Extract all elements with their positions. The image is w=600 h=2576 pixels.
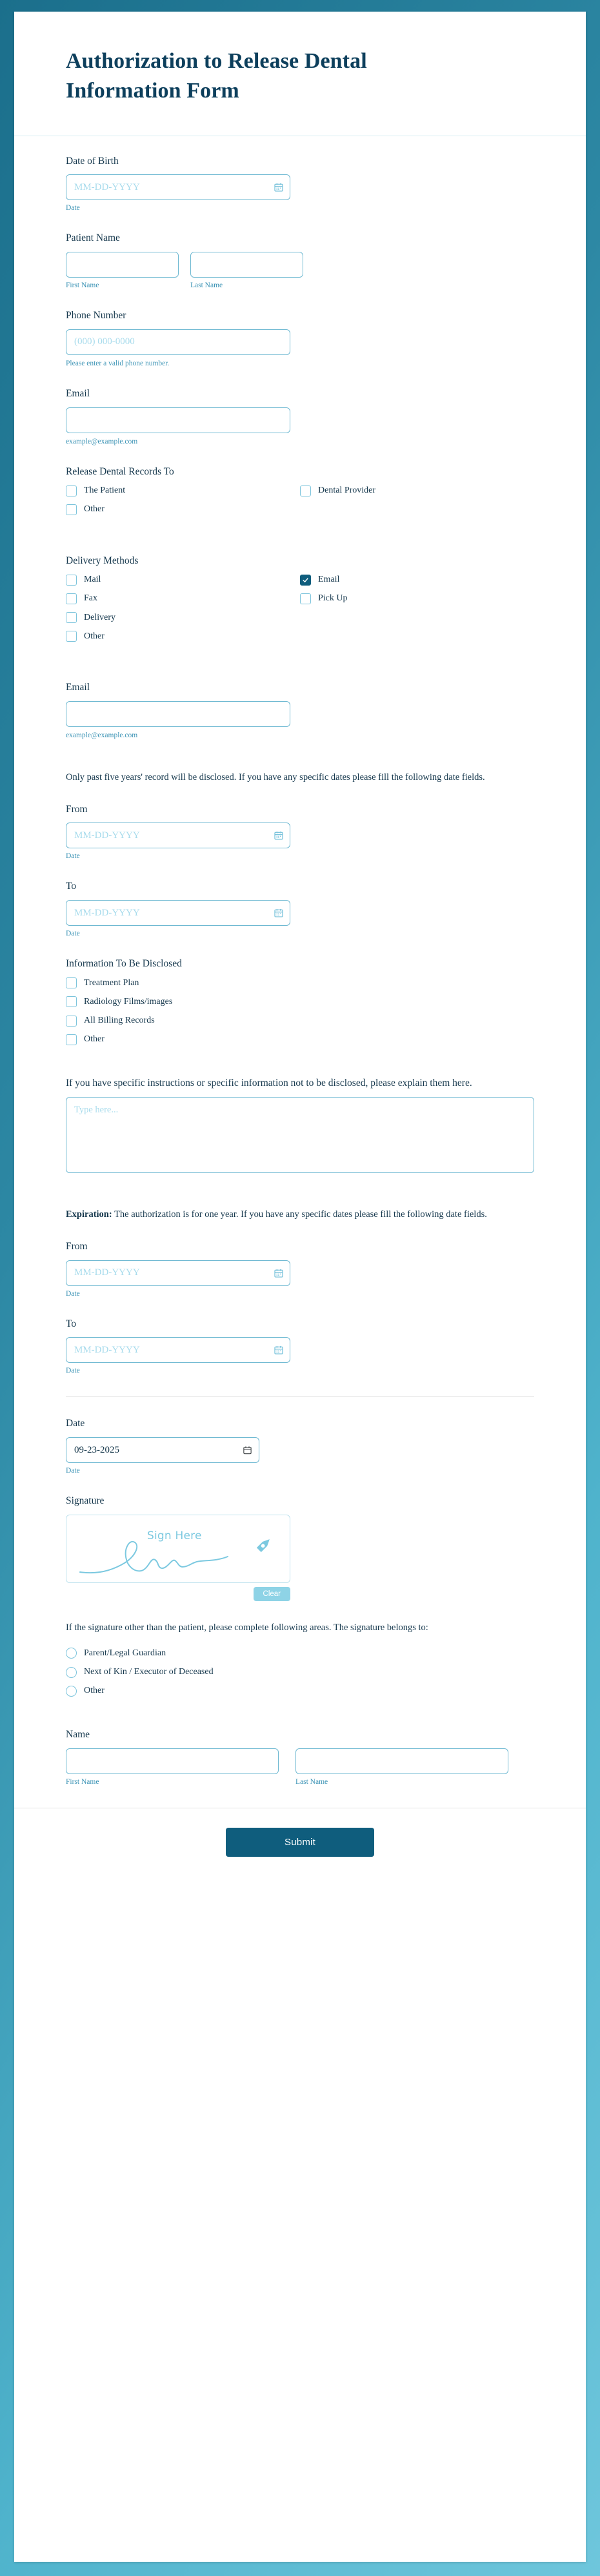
delivery-methods-options (66, 574, 534, 649)
records-from-label: From (66, 803, 88, 815)
email-top-input-wrap (66, 407, 290, 433)
signer-name-row (66, 1748, 534, 1786)
signature-label: Signature (66, 1495, 105, 1507)
checkbox-box-icon (66, 977, 77, 988)
field-records-from (66, 802, 534, 861)
expiration-to-label: To (66, 1318, 77, 1329)
delivery-methods-label: Delivery Methods (66, 555, 139, 566)
patient-last-name-sublabel: Last Name (190, 281, 223, 290)
records-to-label: To (66, 881, 77, 892)
release-records-to-options (66, 485, 534, 522)
field-phone-number (66, 309, 534, 367)
patient-last-name-input[interactable] (190, 252, 303, 278)
delivery-methods-col-left (66, 574, 300, 649)
signer-relation-options (66, 1648, 534, 1697)
field-email-top (66, 387, 534, 445)
checkbox-label: Fax (84, 593, 97, 604)
records-to-input-wrap (66, 900, 290, 926)
radio-other-signer[interactable] (66, 1685, 534, 1697)
checkbox-box-icon (66, 1016, 77, 1027)
signer-last-name-col (295, 1748, 508, 1786)
expiration-from-label: From (66, 1241, 88, 1252)
records-from-input-wrap (66, 823, 290, 848)
checkbox-label: Pick Up (318, 593, 348, 604)
field-information-disclosed (66, 957, 534, 1045)
radio-label: Other (84, 1686, 105, 1696)
expiration-from-sublabel: Date (66, 1289, 80, 1298)
field-expiration-to (66, 1317, 534, 1375)
form-card (14, 12, 586, 2562)
checkbox-email-delivery[interactable] (300, 574, 534, 586)
date-of-birth-sublabel: Date (66, 204, 80, 212)
field-signer-name (66, 1728, 534, 1786)
signer-first-name-col (66, 1748, 279, 1786)
checkbox-label: Delivery (84, 612, 115, 622)
checkbox-radiology-films[interactable] (66, 996, 534, 1008)
email-delivery-label: Email (66, 682, 90, 693)
patient-name-row (66, 252, 534, 289)
checkbox-the-patient[interactable] (66, 485, 300, 496)
clear-signature-button[interactable]: Clear (254, 1587, 290, 1601)
signature-pad[interactable] (66, 1515, 290, 1583)
field-expiration-from (66, 1240, 534, 1298)
expiration-to-input-wrap (66, 1337, 290, 1363)
checkbox-box-icon (66, 612, 77, 623)
checkbox-all-billing-records[interactable] (66, 1015, 534, 1027)
checkbox-dental-provider[interactable] (300, 485, 534, 496)
radio-circle-icon (66, 1648, 77, 1659)
checkbox-treatment-plan[interactable] (66, 977, 534, 989)
radio-next-of-kin[interactable] (66, 1666, 534, 1678)
radio-circle-icon (66, 1686, 77, 1697)
field-delivery-methods (66, 554, 534, 649)
checkbox-mail[interactable] (66, 574, 300, 586)
release-records-col-left (66, 485, 300, 522)
field-records-to (66, 879, 534, 937)
phone-number-hint: Please enter a valid phone number. (66, 359, 170, 367)
patient-first-name-input[interactable] (66, 252, 179, 278)
signer-first-name-sublabel: First Name (66, 1777, 99, 1786)
checkbox-pick-up[interactable] (300, 593, 534, 604)
field-signature (66, 1494, 534, 1598)
checkbox-label: All Billing Records (84, 1016, 155, 1026)
delivery-methods-col-right (300, 574, 534, 649)
checkbox-box-icon (66, 996, 77, 1007)
signed-date-label: Date (66, 1418, 85, 1429)
release-records-col-right (300, 485, 534, 522)
expiration-note-rest: The authorization is for one year. If you have any specific dates please fill the following date fields. (112, 1209, 487, 1220)
date-of-birth-input-wrap (66, 174, 290, 200)
field-date-of-birth (66, 154, 534, 212)
checkbox-label: Email (318, 575, 340, 585)
field-special-instructions (66, 1076, 534, 1176)
checkbox-box-icon (300, 486, 311, 496)
phone-number-input-wrap (66, 329, 290, 355)
phone-number-input[interactable] (66, 329, 290, 355)
radio-circle-icon (66, 1667, 77, 1678)
checkbox-label: Other (84, 504, 105, 515)
submit-button[interactable]: Submit (226, 1828, 374, 1857)
checkbox-other-delivery[interactable] (66, 631, 300, 642)
information-disclosed-label: Information To Be Disclosed (66, 958, 182, 970)
phone-number-label: Phone Number (66, 310, 126, 322)
expiration-from-input[interactable] (66, 1260, 290, 1286)
form-header (14, 12, 586, 136)
page-title: Authorization to Release Dental Information Form (66, 49, 367, 103)
checkbox-box-icon (300, 593, 311, 604)
patient-first-name-sublabel: First Name (66, 281, 99, 290)
email-delivery-input[interactable] (66, 701, 290, 727)
checkbox-label: Dental Provider (318, 486, 376, 496)
email-delivery-input-wrap (66, 701, 290, 727)
field-email-delivery (66, 680, 534, 739)
signer-first-name-input[interactable] (66, 1748, 279, 1774)
checkbox-other-information[interactable] (66, 1034, 534, 1045)
signer-relation-label: If the signature other than the patient, please complete following areas. The signature belongs to: (66, 1622, 428, 1633)
signer-last-name-input[interactable] (295, 1748, 508, 1774)
signature-wrap (66, 1515, 290, 1598)
records-from-sublabel: Date (66, 852, 80, 861)
disclosure-note: Only past five years' record will be disclosed. If you have any specific dates please fill the following date fields. (66, 772, 485, 782)
checkbox-delivery[interactable] (66, 612, 300, 624)
checkbox-fax[interactable] (66, 593, 300, 604)
special-instructions-textarea[interactable] (66, 1097, 534, 1173)
checkbox-label: Radiology Films/images (84, 996, 173, 1007)
checkbox-label: Other (84, 1034, 105, 1045)
expiration-to-sublabel: Date (66, 1367, 80, 1375)
records-to-sublabel: Date (66, 930, 80, 938)
signed-date-input[interactable] (66, 1437, 259, 1463)
email-top-label: Email (66, 387, 90, 399)
checkbox-label: Mail (84, 575, 101, 585)
signed-date-input-wrap (66, 1437, 259, 1463)
checkbox-box-icon (66, 575, 77, 586)
signer-name-label: Name (66, 1729, 90, 1741)
patient-name-label: Patient Name (66, 232, 120, 244)
field-release-records-to (66, 465, 534, 523)
email-delivery-hint: example@example.com (66, 731, 138, 739)
email-top-hint: example@example.com (66, 437, 138, 445)
expiration-from-input-wrap (66, 1260, 290, 1286)
patient-last-name-col (190, 252, 303, 289)
form-body (14, 136, 586, 1786)
expiration-note-bold: Expiration: (66, 1209, 112, 1220)
records-to-input[interactable] (66, 900, 290, 926)
date-of-birth-input[interactable] (66, 174, 290, 200)
checkbox-box-icon (66, 504, 77, 515)
special-instructions-label: If you have specific instructions or specific information not to be disclosed, please explain them here. (66, 1078, 472, 1089)
checkbox-label: Treatment Plan (84, 977, 139, 988)
checkbox-box-icon (300, 575, 311, 586)
checkbox-label: Other (84, 631, 105, 641)
checkbox-box-icon (66, 631, 77, 642)
signature-stroke-icon (78, 1537, 239, 1577)
checkbox-box-icon (66, 593, 77, 604)
field-patient-name (66, 231, 534, 289)
checkbox-other-release[interactable] (66, 504, 300, 515)
expiration-note (66, 1207, 511, 1223)
release-records-to-label: Release Dental Records To (66, 465, 174, 477)
checkbox-box-icon (66, 486, 77, 496)
form-footer (14, 1808, 586, 1883)
field-signer-relation (66, 1620, 534, 1697)
signed-date-sublabel: Date (66, 1467, 80, 1475)
records-from-input[interactable] (66, 823, 290, 848)
radio-label: Next of Kin / Executor of Deceased (84, 1666, 214, 1677)
pen-nib-icon (252, 1537, 272, 1557)
checkbox-box-icon (66, 1034, 77, 1045)
patient-first-name-col (66, 252, 179, 289)
expiration-to-input[interactable] (66, 1337, 290, 1363)
signer-last-name-sublabel: Last Name (295, 1777, 328, 1786)
information-disclosed-options (66, 977, 534, 1046)
radio-label: Parent/Legal Guardian (84, 1648, 166, 1658)
date-of-birth-label: Date of Birth (66, 155, 119, 167)
checkbox-label: The Patient (84, 486, 126, 496)
email-top-input[interactable] (66, 407, 290, 433)
radio-parent-legal-guardian[interactable] (66, 1648, 534, 1659)
section-divider (66, 1396, 534, 1397)
signature-placeholder-text: Sign Here (147, 1529, 202, 1542)
field-signed-date (66, 1416, 534, 1475)
